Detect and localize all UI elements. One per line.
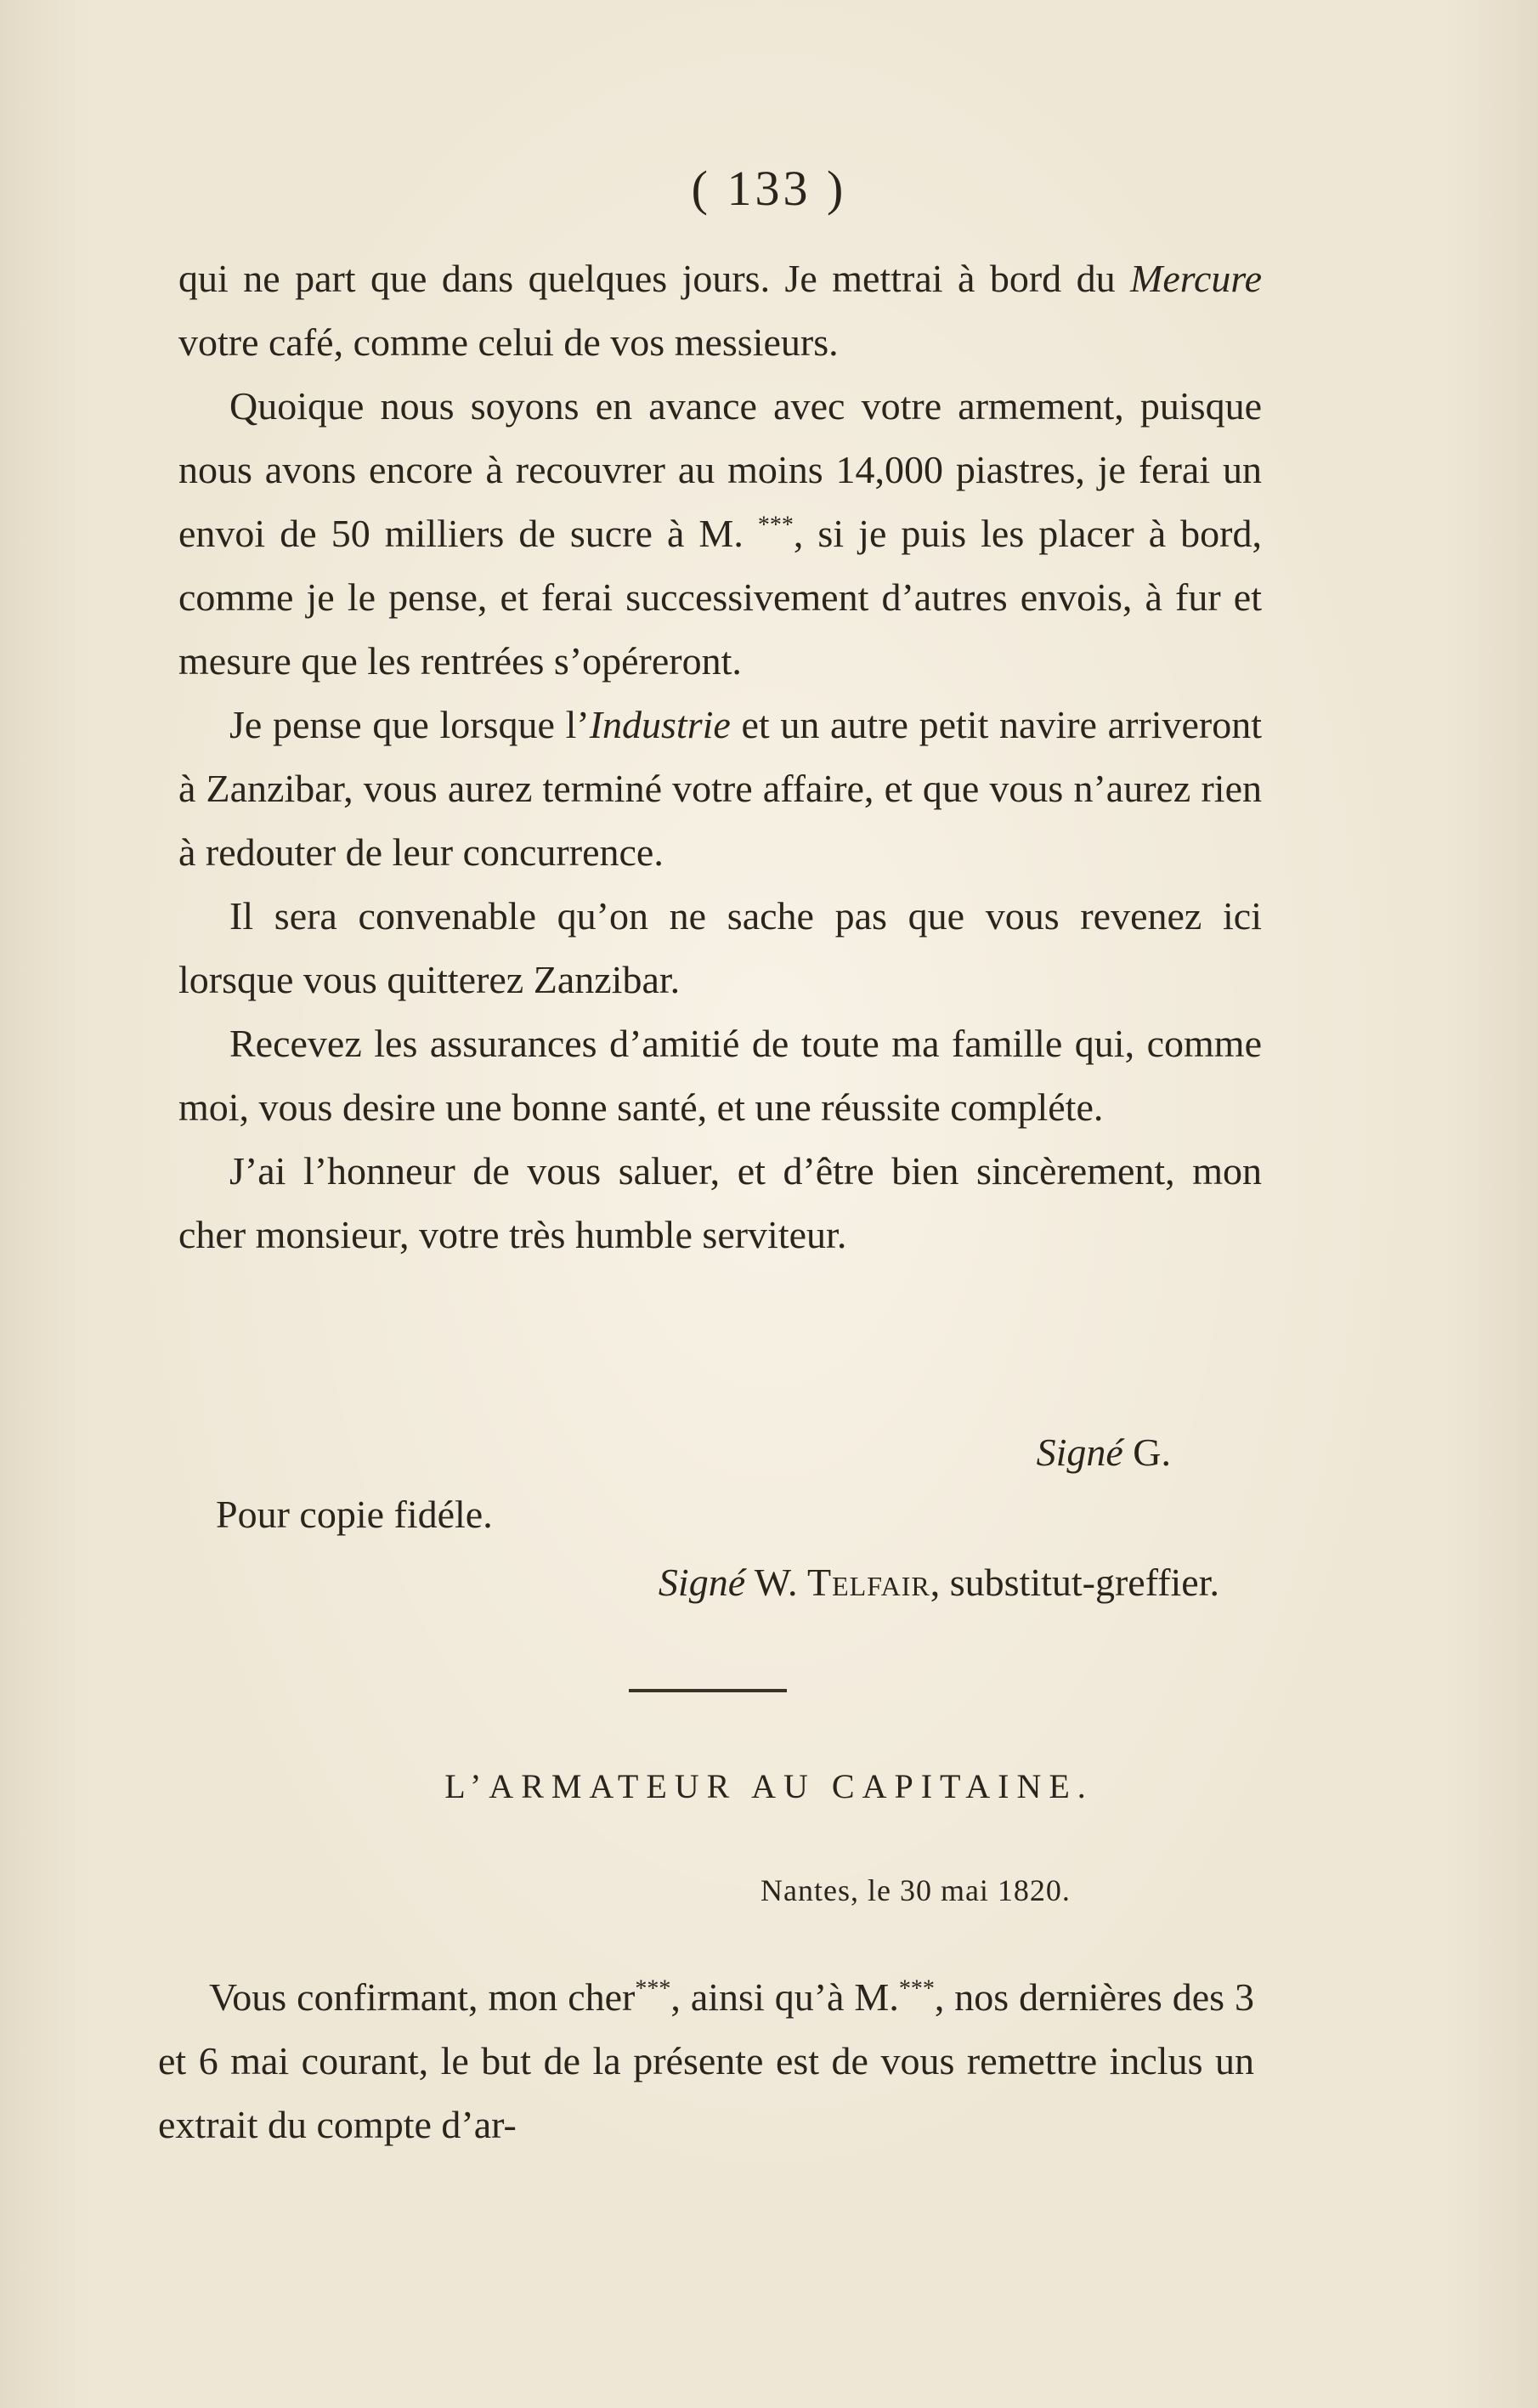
redaction-stars: *** [898,1975,935,2003]
ship-name: Industrie [589,703,731,746]
paragraph: Je pense que lorsque l’Industrie et un autre petit navire arriveront à Zanzibar, vous aurez terminé votre affaire, et que vous n’aurez rien à redouter de leur concurrence. [178,703,1262,874]
paragraph: Quoique nous soyons en avance avec votre armement, puisque nous avons encore à recouvrer au moins 14,000 piastres, je ferai un envoi de 50 milliers de sucre à M. ***, si je puis les placer à bord, comme je le pense, et ferai successivement d’autres envois, à fur et mesure que les rentrées s’opéreront. [178,384,1262,683]
ship-name: Mercure [1130,257,1262,300]
page-number: ( 133 ) [691,161,847,216]
paragraph: Vous confirmant, mon cher***, ainsi qu’à M.***, nos dernières des 3 et 6 mai courant, le but de la présente est de vous remettre inclus un extrait du compte d’ar- [158,1975,1255,2146]
redaction-stars: *** [757,512,794,539]
section-divider [629,1689,787,1692]
new-letter [158,1965,1254,2156]
paragraph: qui ne part que dans quelques jours. Je mettrai à bord du Mercure votre café, comme celui de vos messieurs. [178,257,1262,364]
paragraph: Il sera convenable qu’on ne sache pas que vous revenez ici lorsque vous quitterez Zanzibar. [178,894,1262,1001]
paragraph: Recevez les assurances d’amitié de toute ma famille qui, comme moi, vous desire une bonne santé, et une réussite compléte. [178,1022,1262,1129]
copy-note: Pour copie fidéle. [216,1493,493,1536]
section-title: L’ARMATEUR AU CAPITAINE. [444,1767,1094,1805]
dateline: Nantes, le 30 mai 1820. [761,1873,1071,1907]
signature-telfair: Signé W. Telfair, substitut-greffier. [658,1561,1219,1604]
redaction-stars: *** [635,1975,671,2003]
signature-g: Signé G. [1036,1431,1171,1474]
paragraph: J’ai l’honneur de vous saluer, et d’être bien sincèrement, mon cher monsieur, votre très humble serviteur. [178,1149,1262,1256]
letter-continuation [178,246,1262,1266]
